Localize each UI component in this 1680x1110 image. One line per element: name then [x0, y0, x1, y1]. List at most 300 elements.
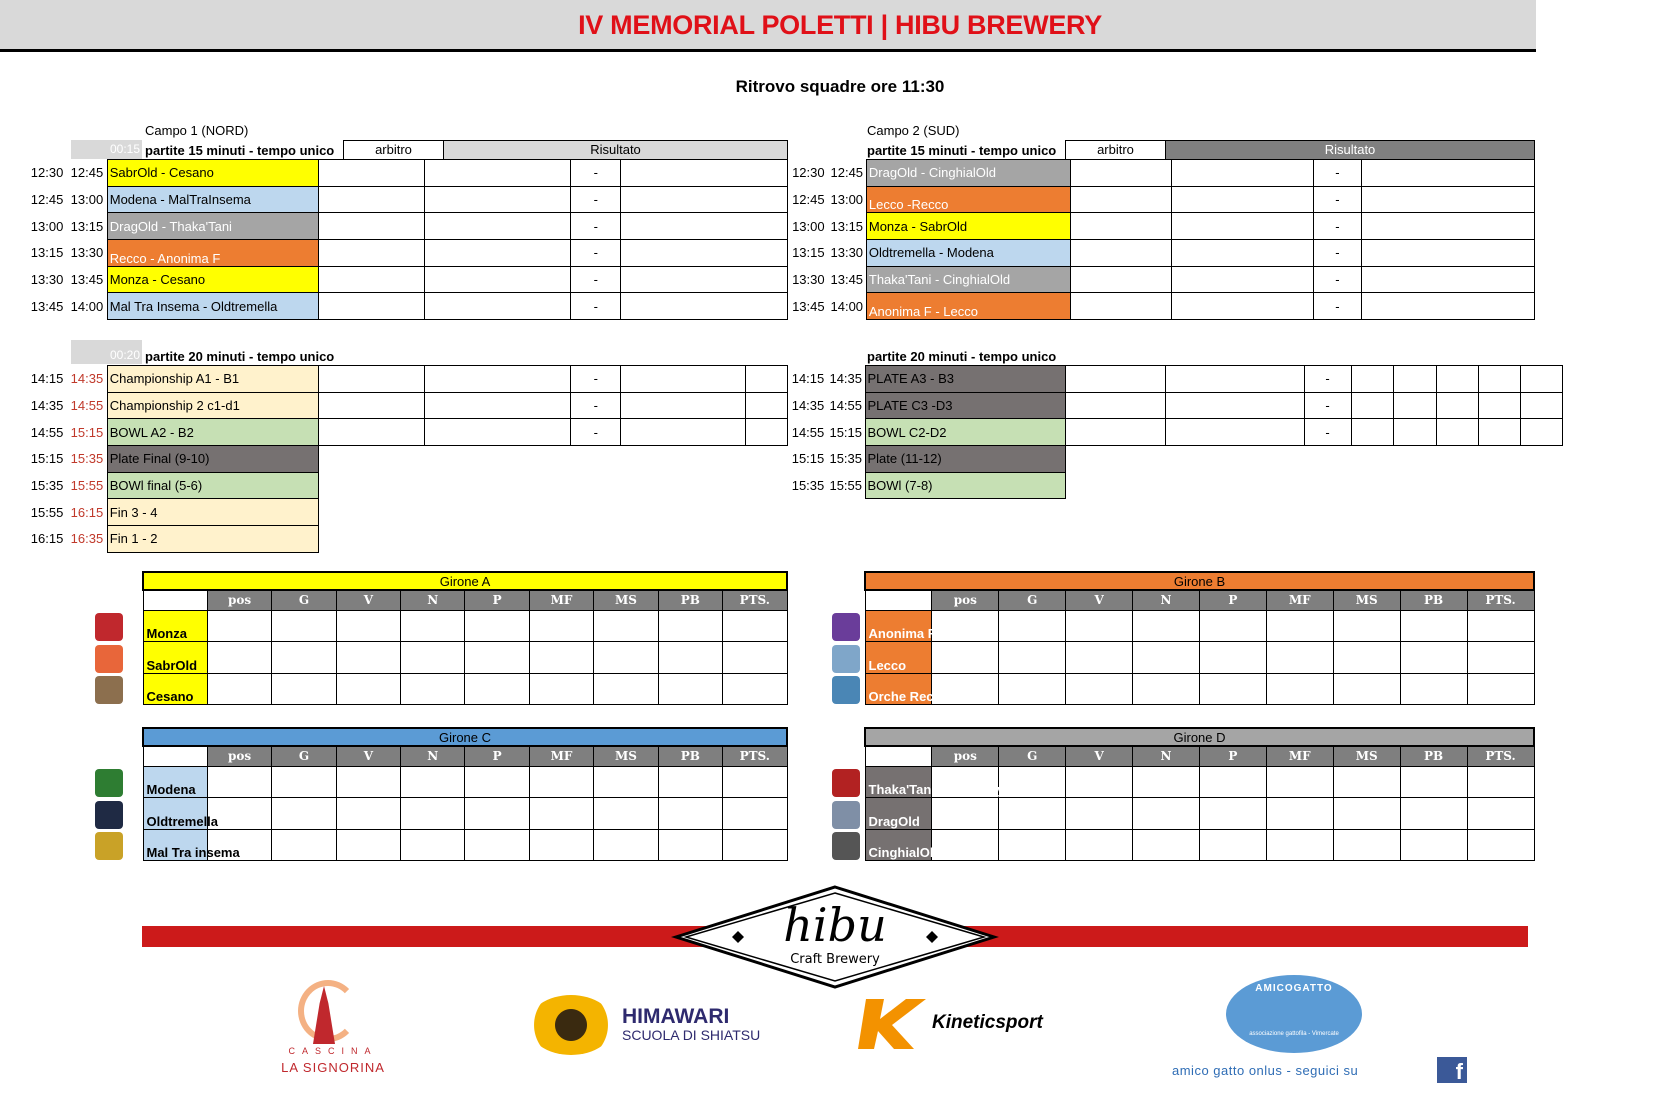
arbitro-cell[interactable]	[1065, 392, 1165, 419]
away-score-cell[interactable]	[1436, 392, 1478, 419]
team-logo-icon	[95, 801, 123, 829]
stat-cell[interactable]	[465, 642, 529, 674]
stat-cell[interactable]	[1400, 798, 1467, 830]
column-header-pb: PB	[658, 746, 722, 766]
stat-cell[interactable]	[1199, 798, 1266, 830]
hibu-logo	[672, 885, 998, 989]
start-time: 15:15	[791, 451, 825, 467]
away-score-cell[interactable]	[621, 240, 788, 267]
stat-cell[interactable]	[1199, 673, 1266, 705]
away-score-cell[interactable]	[1436, 366, 1478, 393]
stat-cell[interactable]	[658, 798, 722, 830]
stat-cell[interactable]	[594, 673, 658, 705]
campo2-arbitro-header: arbitro	[1065, 140, 1166, 160]
column-header-pb: PB	[658, 590, 722, 610]
facebook-icon[interactable]: f	[1437, 1057, 1467, 1083]
stat-cell[interactable]	[723, 642, 787, 674]
match-name: Mal Tra Insema - Oldtremella	[107, 293, 318, 320]
away-score-cell[interactable]	[1361, 160, 1534, 187]
home-score-cell[interactable]	[424, 293, 571, 320]
stat-cell[interactable]	[1400, 610, 1467, 642]
score-separator: -	[571, 366, 621, 393]
score-separator: -	[571, 160, 621, 187]
stat-cell[interactable]	[1467, 610, 1534, 642]
cascina-logo	[268, 980, 398, 1075]
stat-cell[interactable]	[1199, 610, 1266, 642]
score-separator: -	[571, 240, 621, 267]
stat-cell[interactable]	[594, 610, 658, 642]
standings-row	[865, 673, 1534, 705]
stat-cell[interactable]	[336, 642, 400, 674]
team-name: Lecco	[865, 642, 932, 674]
stat-cell[interactable]	[401, 673, 465, 705]
home-score-cell[interactable]	[424, 160, 571, 187]
match-row	[789, 392, 1562, 419]
arbitro-cell[interactable]	[1065, 419, 1165, 446]
stat-cell[interactable]	[336, 610, 400, 642]
column-header-mf: MF	[529, 746, 593, 766]
stat-cell[interactable]	[999, 673, 1066, 705]
away-score-cell[interactable]	[1520, 392, 1562, 419]
stat-cell[interactable]	[658, 829, 722, 861]
arbitro-cell[interactable]	[319, 366, 425, 393]
away-score-cell[interactable]	[1393, 392, 1436, 419]
stat-cell[interactable]	[1199, 766, 1266, 798]
team-logo-icon	[95, 832, 123, 860]
stat-cell[interactable]	[658, 766, 722, 798]
stat-cell[interactable]	[1266, 798, 1333, 830]
stat-cell[interactable]	[207, 766, 271, 798]
stat-cell[interactable]	[1467, 673, 1534, 705]
start-time: 13:45	[792, 298, 825, 314]
away-score-cell[interactable]	[1478, 419, 1520, 446]
stat-cell[interactable]	[1266, 673, 1333, 705]
match-row	[789, 472, 1562, 499]
away-score-cell[interactable]	[621, 293, 788, 320]
stat-cell[interactable]	[465, 610, 529, 642]
stat-cell[interactable]	[1066, 766, 1133, 798]
stat-cell[interactable]	[401, 829, 465, 861]
home-score-cell[interactable]	[424, 186, 571, 213]
home-score-cell[interactable]	[1165, 419, 1304, 446]
away-score-cell[interactable]	[621, 186, 788, 213]
start-time: 16:15	[30, 531, 64, 547]
arbitro-cell[interactable]	[1070, 240, 1172, 267]
score-separator: -	[571, 186, 621, 213]
stat-cell[interactable]	[1400, 642, 1467, 674]
away-score-cell[interactable]	[621, 160, 788, 187]
campo1-title: Campo 1 (NORD)	[145, 123, 249, 138]
stat-cell[interactable]	[1400, 829, 1467, 861]
home-score-cell[interactable]	[1172, 160, 1314, 187]
away-score-cell[interactable]	[745, 392, 787, 419]
campo1-duration1: 00:15	[71, 140, 142, 159]
away-score-cell[interactable]	[1393, 419, 1436, 446]
away-score-cell[interactable]	[1361, 213, 1534, 240]
start-time: 12:45	[792, 192, 825, 208]
stat-cell[interactable]	[932, 642, 999, 674]
stat-cell[interactable]	[529, 798, 593, 830]
match-row	[27, 446, 788, 473]
stat-cell[interactable]	[401, 766, 465, 798]
match-row	[27, 186, 788, 213]
stat-cell[interactable]	[1066, 642, 1133, 674]
stat-cell[interactable]	[207, 642, 271, 674]
match-name: Fin 1 - 2	[107, 526, 318, 553]
end-time: 14:00	[830, 298, 864, 314]
end-time: 12:45	[830, 165, 864, 181]
arbitro-cell[interactable]	[319, 392, 425, 419]
stat-cell[interactable]	[1266, 766, 1333, 798]
stat-cell[interactable]	[1467, 829, 1534, 861]
stat-cell[interactable]	[1133, 798, 1200, 830]
away-score-cell[interactable]	[1361, 293, 1534, 320]
column-header-v: V	[336, 746, 400, 766]
stat-cell[interactable]	[1066, 798, 1133, 830]
standings-girone-a	[142, 571, 788, 705]
stat-cell[interactable]	[1266, 829, 1333, 861]
start-time: 13:00	[792, 218, 825, 234]
away-score-cell[interactable]	[1361, 240, 1534, 267]
stat-cell[interactable]	[594, 829, 658, 861]
stat-cell[interactable]	[336, 798, 400, 830]
score-separator: -	[1304, 366, 1351, 393]
arbitro-cell[interactable]	[319, 293, 425, 320]
team-name: SabrOld	[143, 642, 207, 674]
end-time: 14:55	[70, 398, 104, 414]
stat-cell[interactable]	[1066, 610, 1133, 642]
stat-cell[interactable]	[207, 610, 271, 642]
home-score-cell[interactable]	[1172, 240, 1314, 267]
home-score-cell[interactable]	[424, 213, 571, 240]
end-time: 14:35	[70, 371, 104, 387]
start-time: 13:15	[792, 245, 825, 261]
stat-cell[interactable]	[465, 673, 529, 705]
hibu-wordmark: hibu	[783, 898, 887, 952]
away-score-cell[interactable]	[1520, 366, 1562, 393]
home-score-cell[interactable]	[424, 419, 571, 446]
start-time: 12:30	[792, 165, 825, 181]
team-logo-icon	[95, 613, 123, 641]
column-header-pos: pos	[932, 746, 999, 766]
team-name: Anonima R Florentia	[865, 610, 932, 642]
away-score-cell[interactable]	[621, 266, 788, 293]
home-score-cell[interactable]	[1172, 266, 1314, 293]
home-score-cell[interactable]	[1165, 392, 1304, 419]
column-header-p: P	[465, 746, 529, 766]
home-score-cell[interactable]	[1172, 213, 1314, 240]
away-score-cell[interactable]	[1478, 392, 1520, 419]
standings-row	[143, 642, 787, 674]
stat-cell[interactable]	[658, 610, 722, 642]
team-name: DragOld	[865, 798, 932, 830]
stat-cell[interactable]	[1133, 829, 1200, 861]
column-header-g: G	[999, 590, 1066, 610]
column-header-p: P	[1199, 590, 1266, 610]
match-row	[789, 266, 1535, 293]
standings-row	[865, 766, 1534, 798]
stat-cell[interactable]	[529, 766, 593, 798]
end-time: 14:35	[829, 371, 863, 387]
team-logo-icon	[95, 645, 123, 673]
stat-cell[interactable]	[1133, 642, 1200, 674]
stat-cell[interactable]	[272, 673, 336, 705]
match-name: Plate Final (9-10)	[107, 446, 318, 473]
campo2-subtitle2: partite 20 minuti - tempo unico	[867, 349, 1057, 364]
end-time: 14:55	[829, 398, 863, 414]
stat-cell[interactable]	[1066, 829, 1133, 861]
home-score-cell[interactable]	[424, 366, 571, 393]
campo2-risultato-header: Risultato	[1165, 140, 1535, 160]
start-time: 14:55	[30, 424, 64, 440]
stat-cell[interactable]	[529, 673, 593, 705]
arbitro-cell[interactable]	[319, 213, 425, 240]
meeting-time: Ritrovo squadre ore 11:30	[735, 77, 945, 96]
column-header-ms: MS	[594, 746, 658, 766]
team-name: Modena	[143, 766, 207, 798]
away-score-cell[interactable]	[1351, 419, 1393, 446]
stat-cell[interactable]	[999, 829, 1066, 861]
arbitro-cell[interactable]	[1070, 186, 1172, 213]
amicogatto-ring-text: associazione gattofila - Vimercate	[1249, 1031, 1339, 1037]
arbitro-cell[interactable]	[319, 266, 425, 293]
match-name: Championship A1 - B1	[107, 366, 318, 393]
stat-cell[interactable]	[465, 829, 529, 861]
stat-cell[interactable]	[658, 642, 722, 674]
score-separator: -	[571, 213, 621, 240]
standings-girone-b	[864, 571, 1535, 705]
away-score-cell[interactable]	[1520, 419, 1562, 446]
stat-cell[interactable]	[272, 798, 336, 830]
column-header-pos: pos	[207, 746, 271, 766]
home-score-cell[interactable]	[424, 266, 571, 293]
standings-girone-c	[142, 727, 788, 861]
end-time: 16:15	[70, 504, 104, 520]
score-separator: -	[1304, 419, 1351, 446]
score-separator: -	[1313, 160, 1361, 187]
team-name: Oldtremella	[143, 798, 207, 830]
stat-cell[interactable]	[401, 610, 465, 642]
stat-cell[interactable]	[723, 829, 787, 861]
standings-row	[143, 610, 787, 642]
stat-cell[interactable]	[1266, 642, 1333, 674]
start-time: 14:15	[791, 371, 825, 387]
stat-cell[interactable]	[1333, 673, 1400, 705]
stat-cell[interactable]	[999, 642, 1066, 674]
stat-cell[interactable]	[1467, 642, 1534, 674]
away-score-cell[interactable]	[745, 366, 787, 393]
arbitro-cell[interactable]	[319, 240, 425, 267]
column-header-mf: MF	[1266, 590, 1333, 610]
end-time: 13:15	[70, 218, 104, 234]
stat-cell[interactable]	[1266, 610, 1333, 642]
team-name: Thaka'Tani Old Rugby	[865, 766, 932, 798]
away-score-cell[interactable]	[621, 419, 746, 446]
group-title: Girone B	[865, 572, 1534, 590]
away-score-cell[interactable]	[1393, 366, 1436, 393]
stat-cell[interactable]	[207, 673, 271, 705]
end-time: 15:55	[70, 478, 104, 494]
column-header-p: P	[465, 590, 529, 610]
end-time: 13:30	[70, 245, 104, 261]
score-separator: -	[1313, 293, 1361, 320]
start-time: 13:30	[30, 272, 64, 288]
column-header-pos: pos	[932, 590, 999, 610]
stat-cell[interactable]	[932, 798, 999, 830]
away-score-cell[interactable]	[621, 213, 788, 240]
campo1-duration2: 00:20	[71, 340, 142, 364]
stat-cell[interactable]	[529, 642, 593, 674]
himawari-title: HIMAWARI	[622, 1005, 730, 1028]
stat-cell[interactable]	[658, 673, 722, 705]
stat-cell[interactable]	[999, 798, 1066, 830]
home-score-cell[interactable]	[424, 392, 571, 419]
start-time: 14:35	[791, 398, 825, 414]
stat-cell[interactable]	[1133, 766, 1200, 798]
stat-cell[interactable]	[465, 798, 529, 830]
column-header-n: N	[1133, 746, 1200, 766]
match-row	[27, 293, 788, 320]
campo1-schedule-20	[27, 365, 788, 553]
standings-girone-d	[864, 727, 1535, 861]
stat-cell[interactable]	[1333, 610, 1400, 642]
stat-cell[interactable]	[594, 642, 658, 674]
away-score-cell[interactable]	[1351, 392, 1393, 419]
column-header-mf: MF	[529, 590, 593, 610]
end-time: 16:35	[70, 531, 104, 547]
match-row	[27, 213, 788, 240]
column-header-v: V	[1066, 590, 1133, 610]
stat-cell[interactable]	[336, 673, 400, 705]
stat-cell[interactable]	[1133, 673, 1200, 705]
team-logo-icon	[832, 832, 860, 860]
away-score-cell[interactable]	[1436, 419, 1478, 446]
arbitro-cell[interactable]	[1070, 160, 1172, 187]
end-time: 15:15	[70, 424, 104, 440]
standings-row	[865, 610, 1534, 642]
stat-cell[interactable]	[1400, 673, 1467, 705]
campo2-schedule-20	[789, 365, 1563, 499]
arbitro-cell[interactable]	[1070, 266, 1172, 293]
stat-cell[interactable]	[1066, 673, 1133, 705]
home-score-cell[interactable]	[1172, 293, 1314, 320]
match-name: PLATE A3 - B3	[865, 366, 1065, 393]
arbitro-cell[interactable]	[319, 419, 425, 446]
column-header-mf: MF	[1266, 746, 1333, 766]
team-name: Monza	[143, 610, 207, 642]
stat-cell[interactable]	[1199, 829, 1266, 861]
column-header-g: G	[272, 590, 336, 610]
team-name: Orche Recco	[865, 673, 932, 705]
stat-cell[interactable]	[1333, 642, 1400, 674]
away-score-cell[interactable]	[745, 419, 787, 446]
stat-cell[interactable]	[594, 766, 658, 798]
stat-cell[interactable]	[401, 798, 465, 830]
away-score-cell[interactable]	[1361, 266, 1534, 293]
stat-cell[interactable]	[336, 766, 400, 798]
campo1-subtitle2: partite 20 minuti - tempo unico	[145, 349, 335, 364]
start-time: 14:35	[30, 398, 64, 414]
stat-cell[interactable]	[272, 610, 336, 642]
match-name: Modena - MalTraInsema	[107, 186, 318, 213]
match-row	[789, 366, 1562, 393]
away-score-cell[interactable]	[1351, 366, 1393, 393]
away-score-cell[interactable]	[1361, 186, 1534, 213]
stat-cell[interactable]	[1199, 642, 1266, 674]
arbitro-cell[interactable]	[319, 160, 425, 187]
arbitro-cell[interactable]	[319, 186, 425, 213]
start-time: 14:15	[30, 371, 64, 387]
match-name: DragOld - Thaka'Tani	[107, 213, 318, 240]
match-row	[27, 472, 788, 499]
match-row	[27, 526, 788, 553]
stat-cell[interactable]	[1400, 766, 1467, 798]
end-time: 13:00	[70, 192, 104, 208]
stat-cell[interactable]	[723, 798, 787, 830]
stat-cell[interactable]	[401, 642, 465, 674]
stat-cell[interactable]	[1333, 829, 1400, 861]
stat-cell[interactable]	[999, 766, 1066, 798]
arbitro-cell[interactable]	[1070, 213, 1172, 240]
team-logo-icon	[832, 769, 860, 797]
away-score-cell[interactable]	[1478, 366, 1520, 393]
end-time: 12:45	[70, 165, 104, 181]
stat-cell[interactable]	[272, 766, 336, 798]
stat-cell[interactable]	[932, 829, 999, 861]
stat-cell[interactable]	[1333, 798, 1400, 830]
column-header-pb: PB	[1400, 590, 1467, 610]
stat-cell[interactable]	[723, 766, 787, 798]
standings-row	[143, 673, 787, 705]
end-time: 13:15	[830, 218, 864, 234]
stat-cell[interactable]	[1333, 766, 1400, 798]
group-title: Girone D	[865, 728, 1534, 746]
start-time: 12:30	[30, 165, 64, 181]
standings-row	[865, 798, 1534, 830]
stat-cell[interactable]	[999, 610, 1066, 642]
score-separator: -	[1313, 266, 1361, 293]
stat-cell[interactable]	[1467, 798, 1534, 830]
home-score-cell[interactable]	[1165, 366, 1304, 393]
stat-cell[interactable]	[529, 610, 593, 642]
stat-cell[interactable]	[1467, 766, 1534, 798]
team-name: Mal Tra insema	[143, 829, 207, 861]
match-name: SabrOld - Cesano	[107, 160, 318, 187]
home-score-cell[interactable]	[1172, 186, 1314, 213]
column-header-g: G	[272, 746, 336, 766]
stat-cell[interactable]	[272, 642, 336, 674]
home-score-cell[interactable]	[424, 240, 571, 267]
stat-cell[interactable]	[723, 610, 787, 642]
stat-cell[interactable]	[336, 829, 400, 861]
away-score-cell[interactable]	[621, 392, 746, 419]
away-score-cell[interactable]	[621, 366, 746, 393]
arbitro-cell[interactable]	[1065, 366, 1165, 393]
arbitro-cell[interactable]	[1070, 293, 1172, 320]
score-separator: -	[571, 419, 621, 446]
standings-row	[143, 766, 787, 798]
column-header-pb: PB	[1400, 746, 1467, 766]
column-header-pts: PTS.	[1467, 746, 1534, 766]
stat-cell[interactable]	[723, 673, 787, 705]
stat-cell[interactable]	[272, 829, 336, 861]
stat-cell[interactable]	[529, 829, 593, 861]
stat-cell[interactable]	[1133, 610, 1200, 642]
match-row	[27, 419, 788, 446]
match-row	[27, 240, 788, 267]
stat-cell[interactable]	[594, 798, 658, 830]
stat-cell[interactable]	[465, 766, 529, 798]
